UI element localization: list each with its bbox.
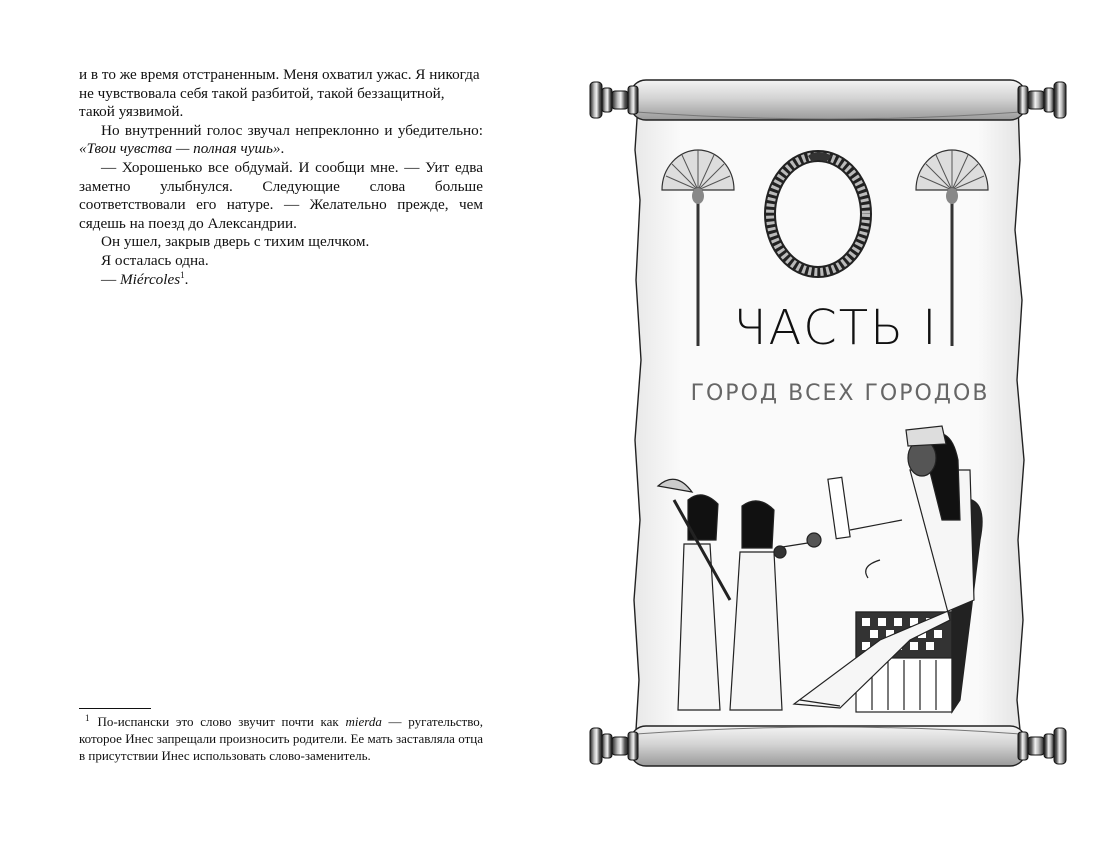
- part-subtitle: ГОРОД ВСЕХ ГОРОДОВ: [690, 381, 990, 406]
- paragraph-4: Он ушел, закрыв дверь с тихим щелчком.: [101, 233, 370, 251]
- footnote-divider: [79, 708, 151, 709]
- paragraph-3: — Хорошенько все обдумай. И сообщи мне. — Уит едва заметно улыбнулся. Следующие слова больше соответствовали его натуре. — Желательно прежде, чем сядешь на поезд до Александрии.: [79, 158, 483, 232]
- bottom-scroll-rod: [590, 726, 1066, 766]
- scroll-frame: [550, 0, 1100, 845]
- italic-word: Miércoles: [119, 270, 181, 288]
- footnote-reference[interactable]: 1: [180, 269, 185, 280]
- right-page: [550, 0, 1100, 845]
- body-text: [79, 66, 483, 289]
- footnote: $^1$ По-испански это слово звучит почти как mierda — ругательство, которое Инес запрещали произносить родители. Ее мать заставляла отца в присутствии Инес использовать слово-заменитель.: [79, 712, 484, 763]
- paragraph-5: Я осталась одна.: [101, 251, 209, 269]
- top-scroll-rod: [590, 80, 1066, 120]
- italic-phrase: «Твои чувства — полная чушь»: [79, 140, 281, 158]
- part-title: ЧАСТЬ I: [733, 300, 939, 356]
- paragraph-2: Но внутренний голос звучал непреклонно и убедительно: «Твои чувства — полная чушь».: [79, 121, 483, 158]
- paragraph-1: и в то же время отстраненным. Меня охватил ужас. Я никогда не чувствовала себя такой разбитой, такой беззащитной, такой уязвимой.: [79, 66, 480, 121]
- paragraph-6: — Miércoles$^1$.: [101, 269, 189, 288]
- footnote-mark: 1: [85, 712, 90, 723]
